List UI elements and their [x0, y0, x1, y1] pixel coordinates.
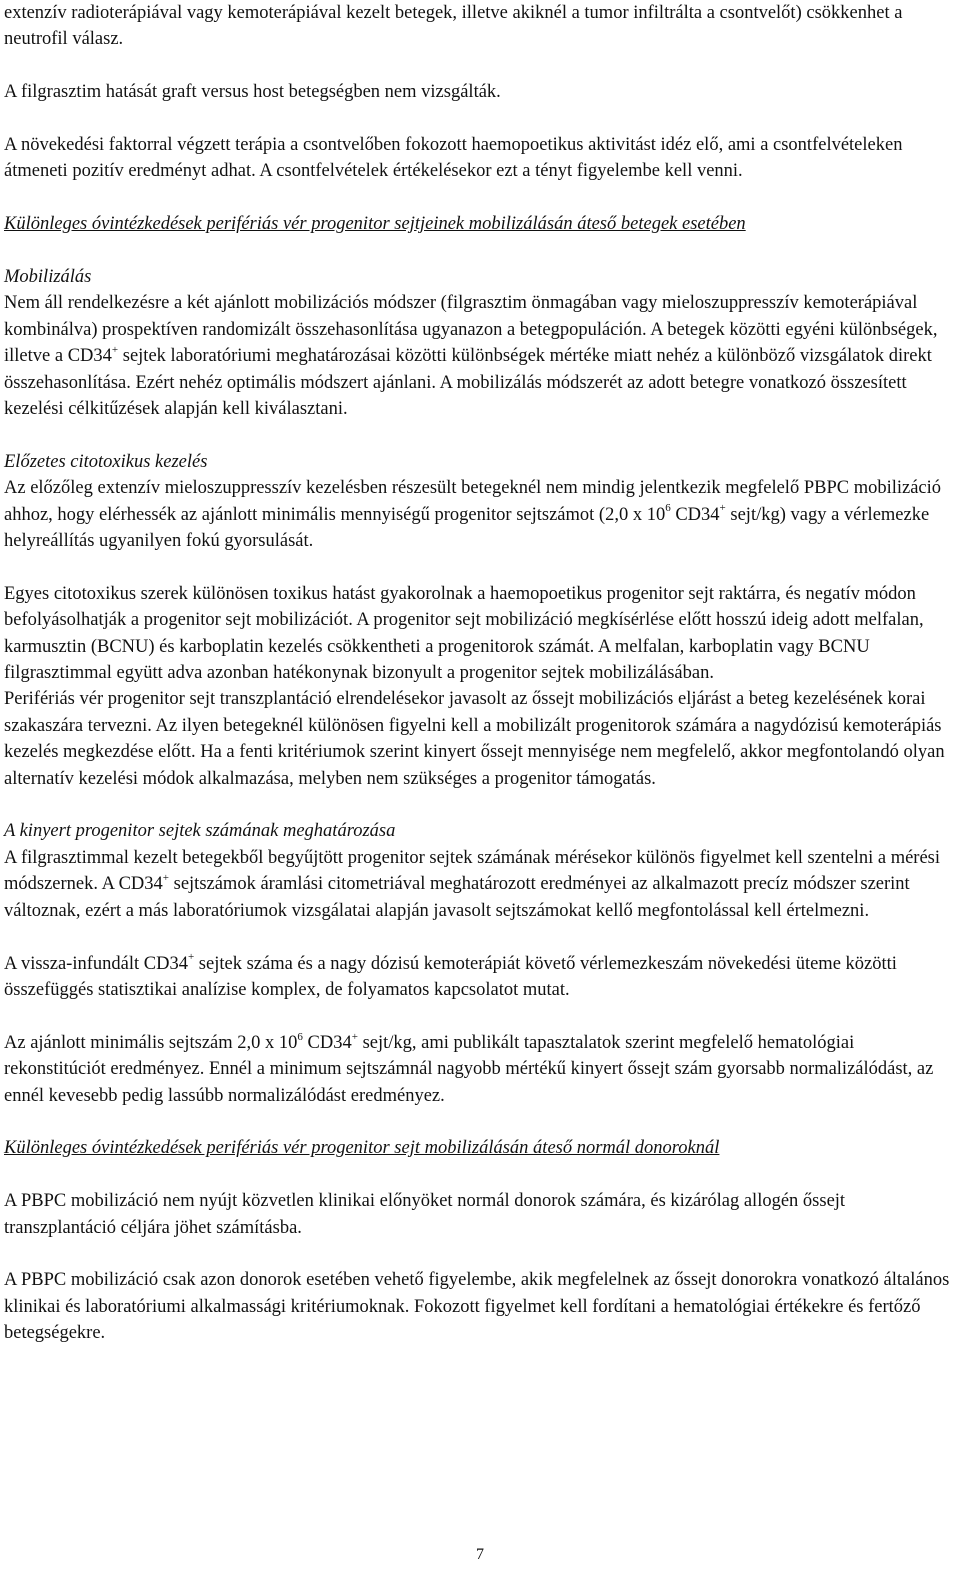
text-run: Az ajánlott minimális sejtszám 2,0 x 10	[4, 1032, 298, 1053]
superscript: +	[719, 502, 726, 515]
subheading-progenitor-count: A kinyert progenitor sejtek számának meghatározása	[4, 821, 396, 842]
section-heading-patient-mobilisation: Különleges óvintézkedések perifériás vér progenitor sejtjeinek mobilizálásán áteső betegek esetében	[4, 214, 746, 235]
paragraph-gvhd: A filgrasztim hatását graft versus host betegségben nem vizsgálták.	[4, 82, 501, 103]
text-run: Az előzőleg extenzív mieloszuppresszív kezelésben részesült betegeknél nem mindig jelentkezik megfelelő PBPC mobilizáció ahhoz, hogy elérhessék az ajánlott minimális mennyiségű progenitor sejtszámot (2,0 x 10	[4, 478, 942, 525]
paragraph-progenitor-count	[4, 845, 954, 924]
text-run: A filgrasztimmal kezelt betegekből begyűjtött progenitor sejtek számának mérésekor különös figyelmet kell szentelni a mérési módszernek. A CD34	[4, 847, 941, 895]
text-run: sejt/kg, ami publikált tapasztalatok szerint megfelelő hematológiai rekonstitúciót eredményez. Ennél a minimum sejtszámnál nagyobb mértékű kinyert őssejt szám gyorsabb normalizálódást, az ennél kevesebb pedig lassúbb normalizálódást eredményez.	[4, 1032, 934, 1106]
superscript: +	[351, 1030, 358, 1043]
text-run: sejtek laboratóriumi meghatározásai közötti különbségek mértéke miatt nehéz a különböző vizsgálatok direkt összehasonlítása. Ezért nehéz optimális módszert ajánlani. A mobilizálás módszerét az adott betegre vonatkozó összesített kezelési célkitűzések alapján kell kiválasztani.	[4, 346, 932, 420]
superscript: +	[187, 951, 195, 964]
paragraph-transplant-planning: Perifériás vér progenitor sejt transzplantáció elrendelésekor javasolt az őssejt mobilizációs eljárást a beteg kezelésének korai szakaszára tervezni. Az ilyen betegeknél különösen figyelni kell a mobilizált progenitorok számára a nagydózisú kemoterápiás kezelés megkezdése előtt. Ha a fenti kritériumok szerint kinyert őssejt mennyisége nem megfelelő, akkor megfontolandó olyan alternatív kezelési módok alkalmazása, melyben nem szükséges a progenitor támogatás.	[4, 689, 945, 789]
paragraph-donor-benefit: A PBPC mobilizáció nem nyújt közvetlen klinikai előnyöket normál donorok számára, és kizárólag allogén őssejt transzplantáció céljára jöhet számításba.	[4, 1191, 846, 1238]
text-run: CD34	[670, 504, 720, 525]
text-run: sejtszámok áramlási citometriával meghatározott eredményei az alkalmazott precíz módszer szerint változnak, ezért a más laboratóriumok vizsgálatai alapján javasolt sejtszámokat kellő megfontolással kell értelmezni.	[4, 874, 910, 921]
paragraph-mobilisation-methods	[4, 290, 954, 422]
superscript: +	[162, 872, 169, 885]
superscript: 6	[297, 1030, 303, 1043]
section-heading-normal-donors: Különleges óvintézkedések perifériás vér progenitor sejt mobilizálásán áteső normál donoroknál	[4, 1138, 720, 1159]
text-run: A vissza-infundált CD34	[4, 953, 188, 974]
page-number: 7	[476, 1546, 484, 1563]
paragraph-cytotoxic-agents: Egyes citotoxikus szerek különösen toxikus hatást gyakorolnak a haemopoetikus progenitor sejt raktárra, és negatív módon befolyásolhatják a progenitor sejt mobilizációt. A progenitor sejt mobilizáció megkísérlése előtt hosszú ideig adott melfalan, karmusztin (BCNU) és karboplatin kezelés csökkentheti a progenitorok számát. A melfalan, karboplatin vagy BCNU filgrasztimmal együtt adva azonban hatékonynak bizonyult a progenitor sejtek mobilizálásában.	[4, 583, 924, 684]
superscript: 6	[665, 502, 671, 515]
subheading-mobilisation: Mobilizálás	[4, 267, 92, 287]
text-run: sejt/kg) vagy a vérlemezke helyreállítás ugyanilyen fokú gyorsulását.	[4, 504, 930, 552]
text-run: Nem áll rendelkezésre a két ajánlott mobilizációs módszer (filgrasztim önmagában vagy mieloszuppresszív kemoterápiával kombinálva) prospektíven randomizált összehasonlítása ugyanazon a betegpopuláción. A betegek közötti egyéni különbségek, illetve a CD34	[4, 293, 938, 367]
paragraph-donor-criteria: A PBPC mobilizáció csak azon donorok esetében vehető figyelembe, akik megfelelnek az őssejt donorokra vonatkozó általános klinikai és laboratóriumi alkalmassági kritériumoknak. Fokozott figyelmet kell fordítani a hematológiai értékekre és fertőző betegségekre.	[4, 1270, 950, 1344]
text-run: sejtek száma és a nagy dózisú kemoterápiát követő vérlemezkeszám növekedési üteme közötti összefüggés statisztikai analízise komplex, de folyamatos kapcsolatot mutat.	[4, 953, 897, 1000]
subheading-prior-cytotoxic: Előzetes citotoxikus kezelés	[4, 451, 208, 472]
paragraph-minimum-cell-count	[4, 1030, 954, 1109]
paragraph-neutrophil: extenzív radioterápiával vagy kemoterápiával kezelt betegek, illetve akiknél a tumor infiltrálta a csontvelőt) csökkenhet a neutrofil válasz.	[4, 3, 903, 50]
paragraph-prior-cytotoxic	[4, 475, 954, 554]
paragraph-bone-imaging: A növekedési faktorral végzett terápia a csontvelőben fokozott haemopoetikus aktivitást idéz elő, ami a csontfelvételeken átmeneti pozitív eredményt adhat. A csontfelvételek értékelésekor ezt a tényt figyelembe kell venni.	[4, 135, 903, 182]
text-run: CD34	[302, 1032, 352, 1053]
document-page	[4, 0, 954, 1347]
superscript: +	[111, 344, 119, 357]
paragraph-reinfused-cd34	[4, 951, 954, 1004]
